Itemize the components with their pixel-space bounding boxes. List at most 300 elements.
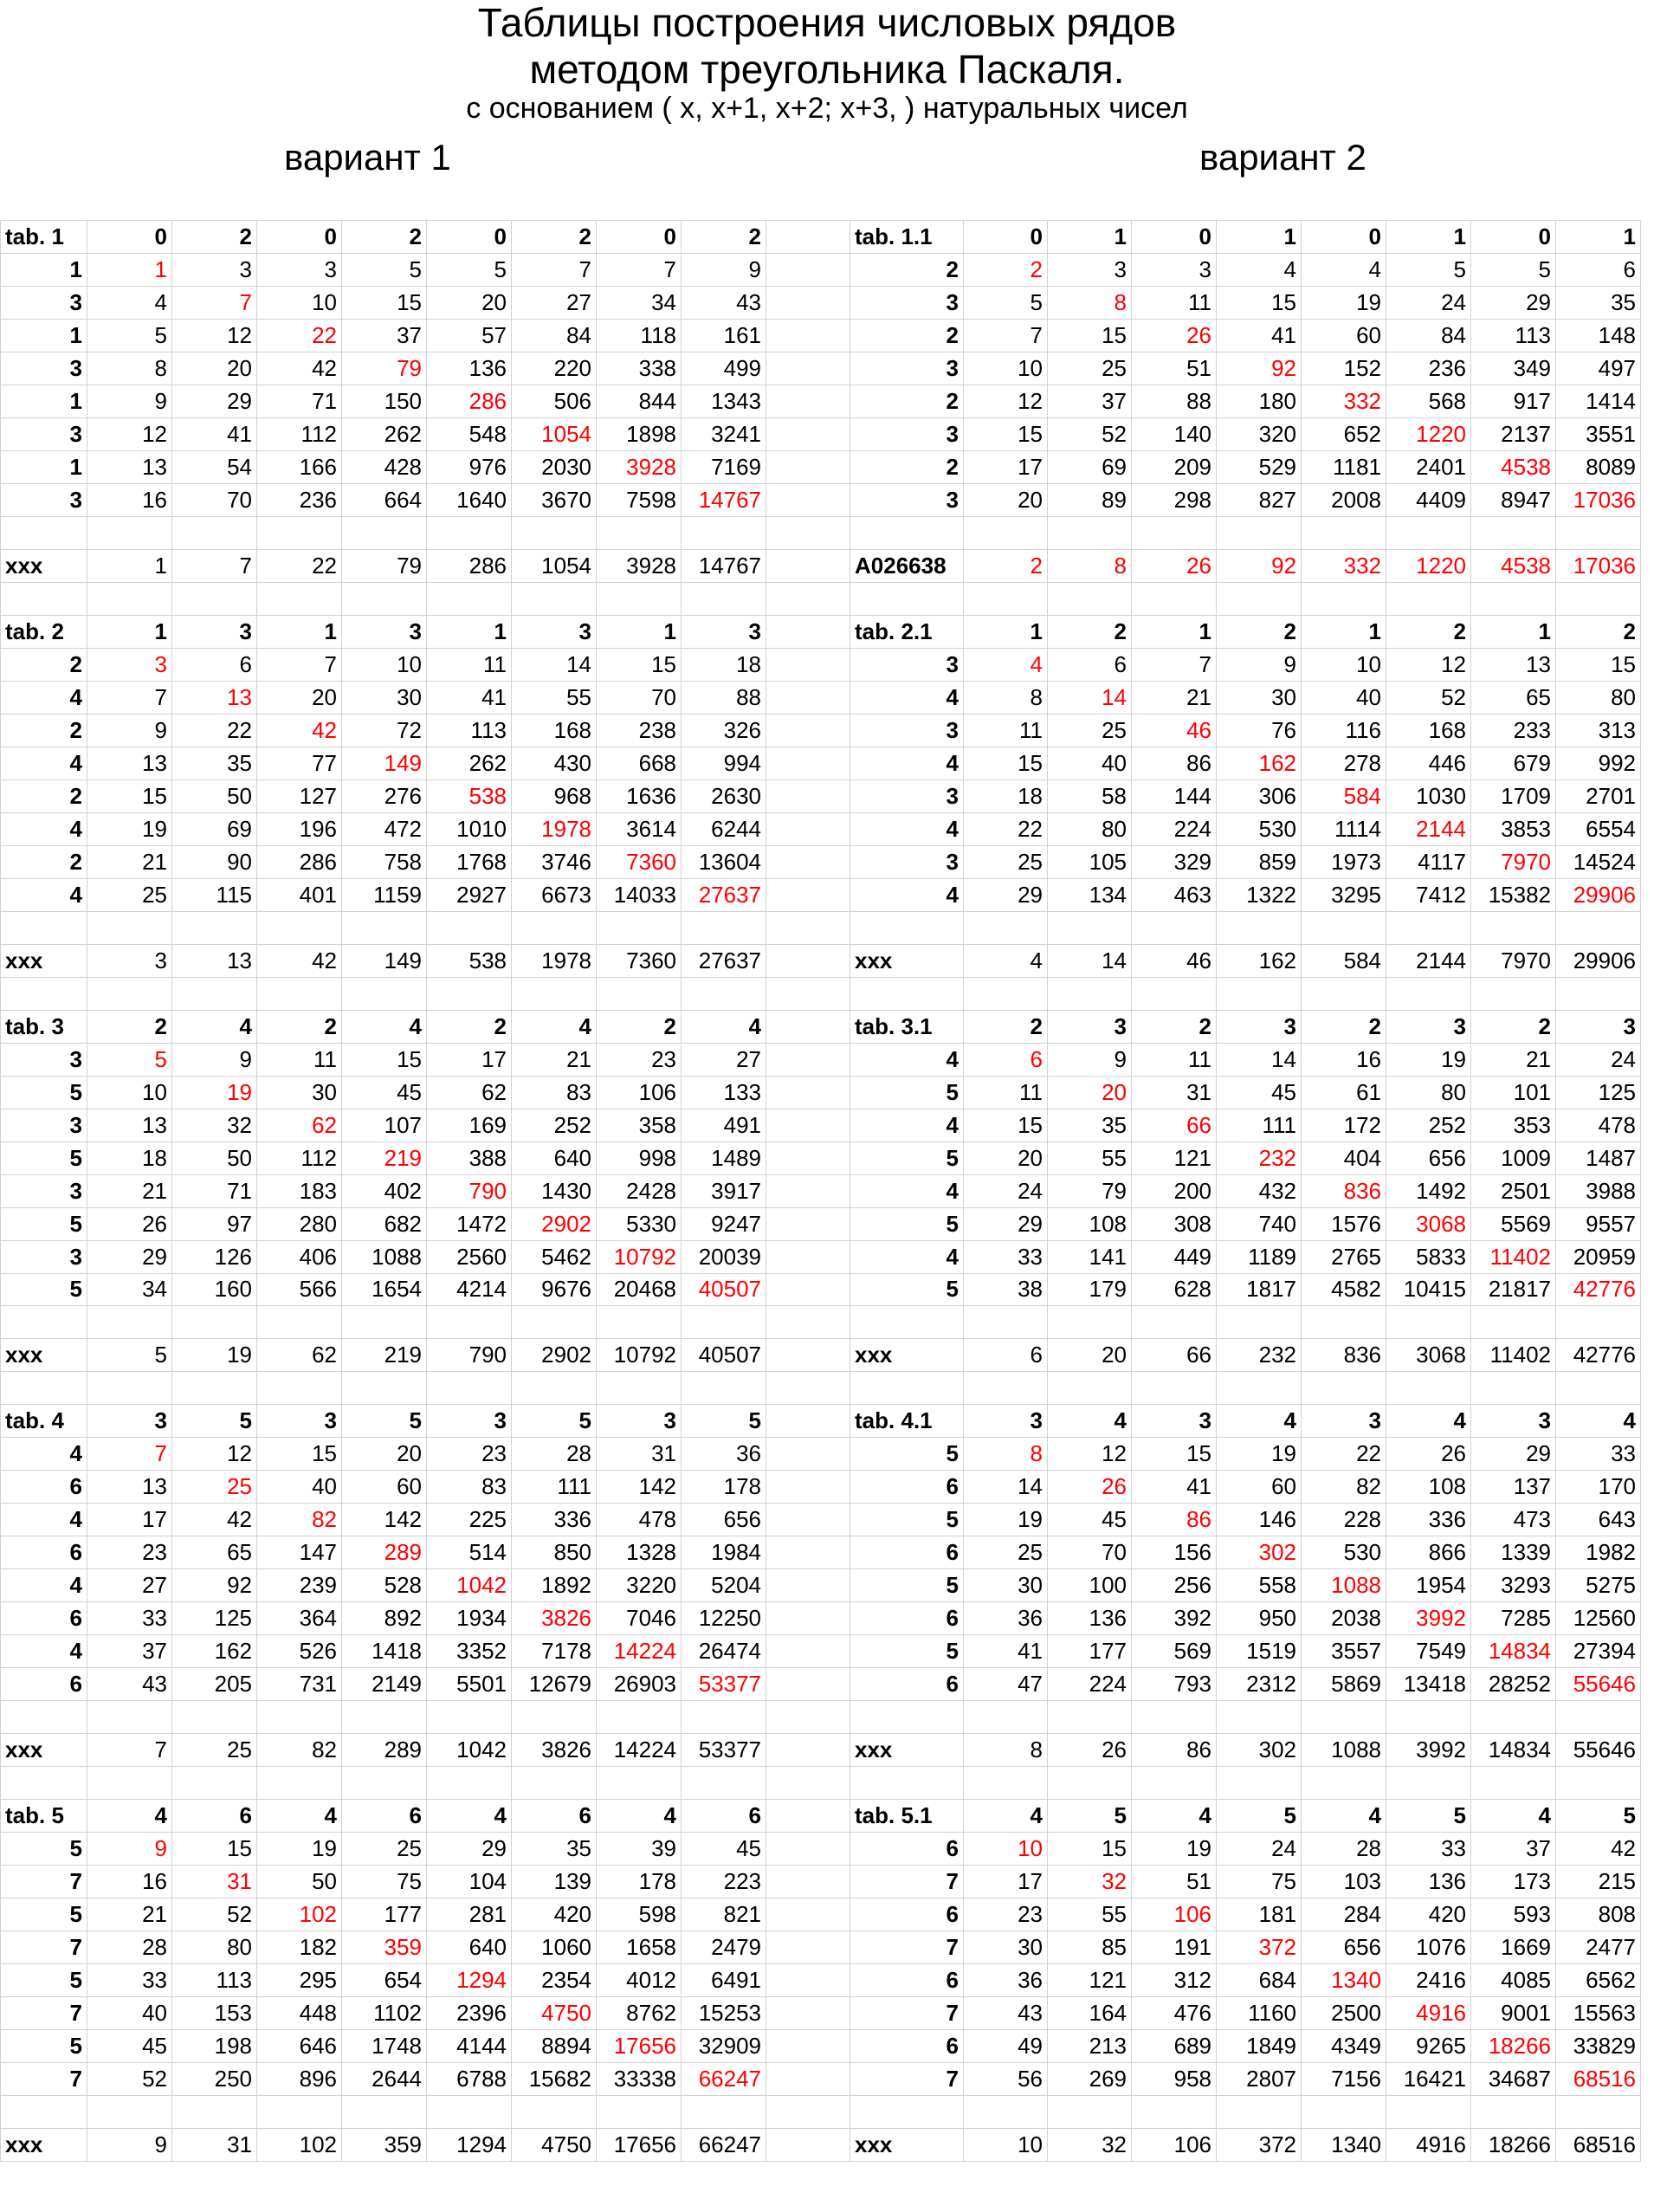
header-value: 1 bbox=[87, 615, 172, 648]
table-row bbox=[1, 352, 1641, 385]
table-value: 49 bbox=[964, 2030, 1048, 2063]
table-value: 628 bbox=[1132, 1273, 1217, 1306]
table-value: 338 bbox=[597, 352, 682, 385]
spacer-row bbox=[1, 516, 1641, 549]
table-value: 364 bbox=[257, 1602, 342, 1635]
empty-cell bbox=[257, 1372, 342, 1405]
diagonal-value: 11402 bbox=[1471, 1240, 1556, 1273]
table-value: 3746 bbox=[512, 845, 597, 878]
gutter-cell bbox=[766, 1405, 850, 1438]
diagonal-value: 19 bbox=[172, 1076, 257, 1109]
empty-cell bbox=[257, 582, 342, 615]
empty-cell bbox=[512, 582, 597, 615]
table-value: 35 bbox=[1556, 286, 1641, 319]
empty-cell bbox=[964, 516, 1048, 549]
table-value: 1898 bbox=[597, 417, 682, 450]
table-value: 2501 bbox=[1471, 1174, 1556, 1207]
table-value: 5204 bbox=[682, 1569, 766, 1602]
row-first-value: 2 bbox=[1, 714, 87, 747]
empty-cell bbox=[1386, 911, 1471, 944]
table-value: 6788 bbox=[427, 2063, 512, 2096]
empty-cell bbox=[257, 911, 342, 944]
table-value: 161 bbox=[682, 319, 766, 352]
empty-cell bbox=[1471, 1701, 1556, 1734]
table-row bbox=[1, 1964, 1641, 1997]
header-value: 3 bbox=[172, 615, 257, 648]
table-value: 15 bbox=[964, 417, 1048, 450]
empty-cell bbox=[512, 1372, 597, 1405]
table-value: 238 bbox=[597, 714, 682, 747]
sequence-value: 232 bbox=[1217, 1339, 1302, 1372]
empty-cell bbox=[850, 516, 964, 549]
empty-cell bbox=[1132, 911, 1217, 944]
table-value: 71 bbox=[257, 385, 342, 417]
table-row bbox=[1, 2030, 1641, 2063]
table-value: 41 bbox=[427, 681, 512, 714]
gutter-cell bbox=[766, 1010, 850, 1043]
sequence-value: 92 bbox=[1217, 549, 1302, 582]
table-value: 530 bbox=[1302, 1536, 1386, 1569]
empty-cell bbox=[342, 1372, 427, 1405]
table-value: 47 bbox=[964, 1668, 1048, 1701]
table-value: 55 bbox=[1048, 1142, 1132, 1174]
diagonal-value: 17656 bbox=[597, 2030, 682, 2063]
table-row bbox=[1, 681, 1641, 714]
table-value: 25 bbox=[342, 1833, 427, 1866]
table-value: 141 bbox=[1048, 1240, 1132, 1273]
header-value: 3 bbox=[342, 615, 427, 648]
table-value: 125 bbox=[172, 1602, 257, 1635]
diagonal-value: 27637 bbox=[682, 878, 766, 911]
table-value: 10 bbox=[257, 286, 342, 319]
row-first-value: 6 bbox=[1, 1471, 87, 1504]
empty-cell bbox=[1386, 1701, 1471, 1734]
gutter-cell bbox=[766, 1536, 850, 1569]
table-value: 7285 bbox=[1471, 1602, 1556, 1635]
table-value: 558 bbox=[1217, 1569, 1302, 1602]
sequence-value: 27637 bbox=[682, 944, 766, 977]
table-value: 18 bbox=[682, 648, 766, 681]
table-value: 36 bbox=[964, 1602, 1048, 1635]
spacer-row bbox=[1, 582, 1641, 615]
header-value: 4 bbox=[1132, 1800, 1217, 1833]
diagonal-value: 14767 bbox=[682, 483, 766, 516]
table-value: 51 bbox=[1132, 1866, 1217, 1898]
diagonal-value: 2 bbox=[964, 253, 1048, 286]
empty-cell bbox=[597, 2096, 682, 2129]
table-value: 284 bbox=[1302, 1898, 1386, 1931]
empty-cell bbox=[512, 911, 597, 944]
diagonal-value: 53377 bbox=[682, 1668, 766, 1701]
table-value: 101 bbox=[1471, 1076, 1556, 1109]
table-row bbox=[1, 1569, 1641, 1602]
table-value: 36 bbox=[964, 1964, 1048, 1997]
row-first-value: 6 bbox=[850, 1471, 964, 1504]
table-value: 420 bbox=[1386, 1898, 1471, 1931]
table-value: 1709 bbox=[1471, 779, 1556, 812]
sequence-value: 289 bbox=[342, 1734, 427, 1767]
table-row bbox=[1, 812, 1641, 845]
table-value: 569 bbox=[1132, 1635, 1217, 1668]
table-value: 19 bbox=[1386, 1043, 1471, 1076]
row-first-value: 4 bbox=[850, 1174, 964, 1207]
empty-cell bbox=[1471, 582, 1556, 615]
table-value: 152 bbox=[1302, 352, 1386, 385]
row-first-value: 5 bbox=[1, 1964, 87, 1997]
table-value: 51 bbox=[1132, 352, 1217, 385]
empty-cell bbox=[172, 1701, 257, 1734]
empty-cell bbox=[1302, 1372, 1386, 1405]
header-value: 4 bbox=[597, 1800, 682, 1833]
table-value: 349 bbox=[1471, 352, 1556, 385]
table-value: 15 bbox=[257, 1438, 342, 1471]
table-value: 19 bbox=[87, 812, 172, 845]
table-value: 17 bbox=[964, 450, 1048, 483]
table-value: 80 bbox=[1386, 1076, 1471, 1109]
empty-cell bbox=[1471, 977, 1556, 1010]
table-value: 35 bbox=[1048, 1109, 1132, 1142]
table-value: 24 bbox=[964, 1174, 1048, 1207]
table-value: 29 bbox=[172, 385, 257, 417]
empty-cell bbox=[1302, 977, 1386, 1010]
row-first-value: 6 bbox=[850, 1668, 964, 1701]
table-value: 21 bbox=[1132, 681, 1217, 714]
diagonal-value: 92 bbox=[1217, 352, 1302, 385]
empty-cell bbox=[1132, 1372, 1217, 1405]
empty-cell bbox=[1132, 2096, 1217, 2129]
table-value: 280 bbox=[257, 1207, 342, 1240]
table-value: 13604 bbox=[682, 845, 766, 878]
empty-cell bbox=[850, 582, 964, 615]
table-value: 34 bbox=[597, 286, 682, 319]
empty-cell bbox=[597, 911, 682, 944]
table-row bbox=[1, 1207, 1641, 1240]
row-first-value: 6 bbox=[850, 1898, 964, 1931]
empty-cell bbox=[682, 1767, 766, 1800]
empty-cell bbox=[1, 516, 87, 549]
table-value: 25 bbox=[964, 845, 1048, 878]
table-value: 16 bbox=[1302, 1043, 1386, 1076]
header-value: 3 bbox=[427, 1405, 512, 1438]
gutter-cell bbox=[766, 1800, 850, 1833]
table-label: tab. 5 bbox=[1, 1800, 87, 1833]
table-label: tab. 2 bbox=[1, 615, 87, 648]
table-value: 2137 bbox=[1471, 417, 1556, 450]
empty-cell bbox=[1217, 2096, 1302, 2129]
sequence-value: 86 bbox=[1132, 1734, 1217, 1767]
table-value: 13418 bbox=[1386, 1668, 1471, 1701]
sequence-row bbox=[1, 1734, 1641, 1767]
table-value: 295 bbox=[257, 1964, 342, 1997]
row-first-value: 7 bbox=[1, 1997, 87, 2030]
diagonal-value: 14 bbox=[1048, 681, 1132, 714]
spacer-row bbox=[1, 911, 1641, 944]
table-value: 56 bbox=[964, 2063, 1048, 2096]
table-value: 4409 bbox=[1386, 483, 1471, 516]
empty-cell bbox=[964, 977, 1048, 1010]
empty-cell bbox=[1302, 1306, 1386, 1339]
table-value: 9 bbox=[1217, 648, 1302, 681]
header-value: 0 bbox=[1132, 221, 1217, 254]
header-value: 4 bbox=[87, 1800, 172, 1833]
table-row bbox=[1, 714, 1641, 747]
empty-cell bbox=[964, 582, 1048, 615]
table-value: 917 bbox=[1471, 385, 1556, 417]
diagonal-value: 66 bbox=[1132, 1109, 1217, 1142]
table-value: 2927 bbox=[427, 878, 512, 911]
gutter-cell bbox=[766, 1668, 850, 1701]
table-row bbox=[1, 1668, 1641, 1701]
table-value: 160 bbox=[172, 1273, 257, 1306]
sequence-value: 1294 bbox=[427, 2129, 512, 2162]
sequence-value: 68516 bbox=[1556, 2129, 1641, 2162]
empty-cell bbox=[1, 2096, 87, 2129]
header-value: 6 bbox=[682, 1800, 766, 1833]
table-value: 22 bbox=[1302, 1438, 1386, 1471]
sequence-value: 13 bbox=[172, 944, 257, 977]
empty-cell bbox=[257, 1306, 342, 1339]
table-value: 250 bbox=[172, 2063, 257, 2096]
empty-cell bbox=[342, 911, 427, 944]
empty-cell bbox=[682, 977, 766, 1010]
table-value: 1472 bbox=[427, 1207, 512, 1240]
table-value: 6244 bbox=[682, 812, 766, 845]
table-value: 21 bbox=[87, 1898, 172, 1931]
diagonal-value: 20 bbox=[1048, 1076, 1132, 1109]
table-value: 320 bbox=[1217, 417, 1302, 450]
table-value: 28 bbox=[512, 1438, 597, 1471]
diagonal-value: 1054 bbox=[512, 417, 597, 450]
table-value: 25 bbox=[1048, 714, 1132, 747]
table-value: 2038 bbox=[1302, 1602, 1386, 1635]
gutter-cell bbox=[766, 352, 850, 385]
row-first-value: 3 bbox=[850, 845, 964, 878]
table-value: 70 bbox=[172, 483, 257, 516]
variant-2-heading: вариант 2 bbox=[1199, 137, 1366, 178]
empty-cell bbox=[1556, 1701, 1641, 1734]
table-row bbox=[1, 1240, 1641, 1273]
table-value: 15382 bbox=[1471, 878, 1556, 911]
table-value: 85 bbox=[1048, 1931, 1132, 1964]
table-value: 24 bbox=[1556, 1043, 1641, 1076]
table-value: 478 bbox=[1556, 1109, 1641, 1142]
header-value: 2 bbox=[1471, 1010, 1556, 1043]
diagonal-value: 7 bbox=[172, 286, 257, 319]
table-value: 2354 bbox=[512, 1964, 597, 1997]
diagonal-value: 17036 bbox=[1556, 483, 1641, 516]
row-first-value: 5 bbox=[1, 1207, 87, 1240]
table-value: 7598 bbox=[597, 483, 682, 516]
table-value: 136 bbox=[1386, 1866, 1471, 1898]
gutter-cell bbox=[766, 615, 850, 648]
table-value: 652 bbox=[1302, 417, 1386, 450]
row-first-value: 3 bbox=[850, 286, 964, 319]
table-value: 33829 bbox=[1556, 2030, 1641, 2063]
table-value: 21817 bbox=[1471, 1273, 1556, 1306]
empty-cell bbox=[597, 977, 682, 1010]
table-value: 183 bbox=[257, 1174, 342, 1207]
table-value: 262 bbox=[427, 747, 512, 779]
table-value: 2644 bbox=[342, 2063, 427, 2096]
empty-cell bbox=[172, 1306, 257, 1339]
empty-cell bbox=[172, 1372, 257, 1405]
table-value: 236 bbox=[1386, 352, 1471, 385]
table-value: 420 bbox=[512, 1898, 597, 1931]
empty-cell bbox=[597, 1767, 682, 1800]
table-value: 39 bbox=[597, 1833, 682, 1866]
empty-cell bbox=[342, 1306, 427, 1339]
row-first-value: 3 bbox=[1, 417, 87, 450]
table-value: 1414 bbox=[1556, 385, 1641, 417]
sequence-label: xxx bbox=[1, 549, 87, 582]
table-value: 12560 bbox=[1556, 1602, 1641, 1635]
table-value: 530 bbox=[1217, 812, 1302, 845]
row-first-value: 3 bbox=[1, 1109, 87, 1142]
table-value: 430 bbox=[512, 747, 597, 779]
table-value: 2807 bbox=[1217, 2063, 1302, 2096]
sequence-label: xxx bbox=[850, 944, 964, 977]
table-value: 164 bbox=[1048, 1997, 1132, 2030]
gutter-cell bbox=[766, 1240, 850, 1273]
table-value: 12 bbox=[172, 319, 257, 352]
diagonal-value: 1220 bbox=[1386, 417, 1471, 450]
sequence-value: 2902 bbox=[512, 1339, 597, 1372]
table-value: 180 bbox=[1217, 385, 1302, 417]
empty-cell bbox=[172, 977, 257, 1010]
header-value: 4 bbox=[1302, 1800, 1386, 1833]
diagonal-value: 14834 bbox=[1471, 1635, 1556, 1668]
table-value: 75 bbox=[1217, 1866, 1302, 1898]
table-value: 10 bbox=[964, 352, 1048, 385]
table-value: 449 bbox=[1132, 1240, 1217, 1273]
table-value: 5 bbox=[342, 253, 427, 286]
table-value: 1954 bbox=[1386, 1569, 1471, 1602]
table-value: 4085 bbox=[1471, 1964, 1556, 1997]
table-value: 682 bbox=[342, 1207, 427, 1240]
empty-cell bbox=[342, 2096, 427, 2129]
table-value: 50 bbox=[257, 1866, 342, 1898]
table-value: 42 bbox=[257, 352, 342, 385]
header-value: 4 bbox=[512, 1010, 597, 1043]
row-first-value: 3 bbox=[1, 352, 87, 385]
empty-cell bbox=[427, 1306, 512, 1339]
header-value: 2 bbox=[1048, 615, 1132, 648]
table-value: 10 bbox=[87, 1076, 172, 1109]
sequence-label: xxx bbox=[1, 944, 87, 977]
table-value: 353 bbox=[1471, 1109, 1556, 1142]
row-first-value: 5 bbox=[850, 1207, 964, 1240]
table-value: 52 bbox=[1048, 417, 1132, 450]
table-value: 134 bbox=[1048, 878, 1132, 911]
empty-cell bbox=[1, 582, 87, 615]
table-value: 8089 bbox=[1556, 450, 1641, 483]
table-value: 14524 bbox=[1556, 845, 1641, 878]
diagonal-value: 219 bbox=[342, 1142, 427, 1174]
empty-cell bbox=[257, 1701, 342, 1734]
table-value: 29 bbox=[964, 878, 1048, 911]
sequence-value: 9 bbox=[87, 2129, 172, 2162]
table-header-row bbox=[1, 1405, 1641, 1438]
table-value: 566 bbox=[257, 1273, 342, 1306]
table-value: 69 bbox=[1048, 450, 1132, 483]
table-row bbox=[1, 253, 1641, 286]
empty-cell bbox=[1556, 911, 1641, 944]
row-first-value: 7 bbox=[850, 1997, 964, 2030]
table-value: 15 bbox=[964, 747, 1048, 779]
header-value: 1 bbox=[427, 615, 512, 648]
sequence-value: 332 bbox=[1302, 549, 1386, 582]
empty-cell bbox=[964, 1372, 1048, 1405]
table-value: 72 bbox=[342, 714, 427, 747]
table-value: 9001 bbox=[1471, 1997, 1556, 2030]
table-value: 168 bbox=[1386, 714, 1471, 747]
table-value: 1984 bbox=[682, 1536, 766, 1569]
table-value: 168 bbox=[512, 714, 597, 747]
table-row bbox=[1, 385, 1641, 417]
header-value: 3 bbox=[964, 1405, 1048, 1438]
gutter-cell bbox=[766, 779, 850, 812]
row-first-value: 6 bbox=[850, 1964, 964, 1997]
table-value: 4214 bbox=[427, 1273, 512, 1306]
table-value: 60 bbox=[342, 1471, 427, 1504]
empty-cell bbox=[1048, 1767, 1132, 1800]
table-value: 2630 bbox=[682, 779, 766, 812]
diagonal-value: 42 bbox=[257, 714, 342, 747]
diagonal-value: 1042 bbox=[427, 1569, 512, 1602]
header-value: 2 bbox=[964, 1010, 1048, 1043]
table-row bbox=[1, 1076, 1641, 1109]
empty-cell bbox=[87, 1372, 172, 1405]
table-value: 239 bbox=[257, 1569, 342, 1602]
table-value: 16 bbox=[87, 1866, 172, 1898]
header-value: 4 bbox=[964, 1800, 1048, 1833]
table-value: 5 bbox=[1386, 253, 1471, 286]
table-value: 88 bbox=[1132, 385, 1217, 417]
table-value: 4 bbox=[87, 286, 172, 319]
table-value: 83 bbox=[427, 1471, 512, 1504]
table-value: 827 bbox=[1217, 483, 1302, 516]
diagonal-value: 8 bbox=[964, 1438, 1048, 1471]
sequence-value: 42 bbox=[257, 944, 342, 977]
row-first-value: 1 bbox=[1, 319, 87, 352]
table-value: 84 bbox=[512, 319, 597, 352]
table-value: 1658 bbox=[597, 1931, 682, 1964]
table-value: 28252 bbox=[1471, 1668, 1556, 1701]
table-value: 793 bbox=[1132, 1668, 1217, 1701]
table-label: tab. 3 bbox=[1, 1010, 87, 1043]
table-value: 33338 bbox=[597, 2063, 682, 2096]
table-value: 866 bbox=[1386, 1536, 1471, 1569]
gutter-cell bbox=[766, 714, 850, 747]
table-value: 107 bbox=[342, 1109, 427, 1142]
table-value: 100 bbox=[1048, 1569, 1132, 1602]
table-label: tab. 4.1 bbox=[850, 1405, 964, 1438]
sequence-value: 1054 bbox=[512, 549, 597, 582]
header-value: 3 bbox=[1217, 1010, 1302, 1043]
row-first-value: 5 bbox=[850, 1635, 964, 1668]
row-first-value: 3 bbox=[1, 286, 87, 319]
diagonal-value: 5 bbox=[87, 1043, 172, 1076]
header-value: 5 bbox=[682, 1405, 766, 1438]
table-value: 526 bbox=[257, 1635, 342, 1668]
empty-cell bbox=[597, 1372, 682, 1405]
table-value: 11 bbox=[1132, 1043, 1217, 1076]
empty-cell bbox=[964, 1701, 1048, 1734]
empty-cell bbox=[1471, 911, 1556, 944]
table-value: 16 bbox=[87, 483, 172, 516]
row-first-value: 3 bbox=[850, 714, 964, 747]
table-value: 1114 bbox=[1302, 812, 1386, 845]
